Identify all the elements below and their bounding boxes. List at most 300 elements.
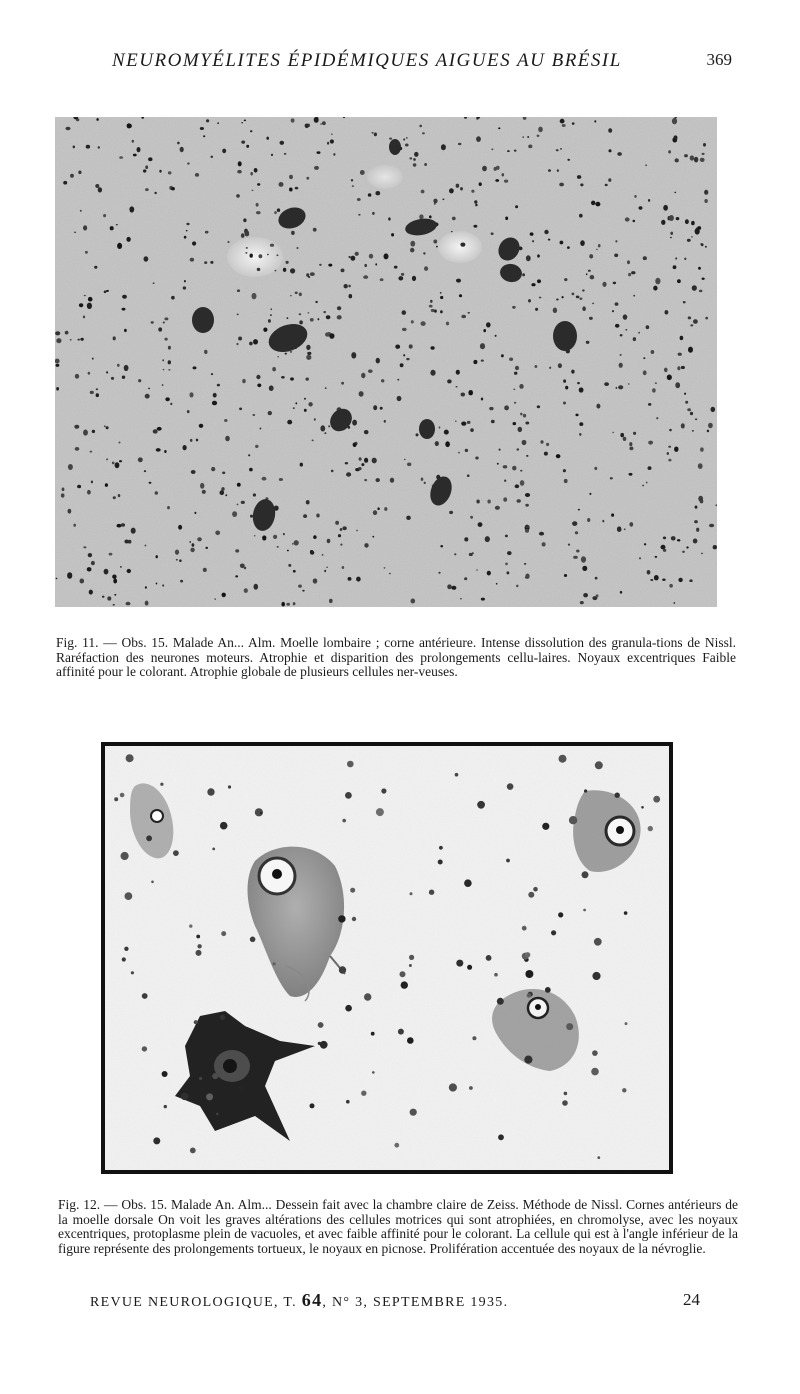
stain-dot — [80, 210, 82, 212]
stain-dot — [259, 254, 263, 258]
stain-dot — [371, 132, 373, 134]
stain-dot — [241, 501, 245, 504]
stain-dot — [668, 446, 671, 448]
stain-dot — [634, 195, 636, 198]
stain-dot — [177, 142, 180, 145]
stain-dot — [145, 545, 147, 547]
stain-dot — [88, 297, 93, 302]
stain-dot — [353, 443, 357, 448]
stain-dot — [693, 319, 698, 324]
glia-nucleus — [545, 987, 551, 993]
stain-dot — [461, 315, 466, 319]
stain-dot — [629, 473, 633, 476]
stain-dot — [680, 336, 684, 340]
stain-dot — [287, 317, 289, 319]
stain-dot — [106, 458, 108, 460]
glia-nucleus — [318, 1022, 324, 1028]
stain-dot — [460, 187, 463, 190]
stain-dot — [111, 377, 114, 380]
stain-dot — [313, 228, 317, 232]
stain-dot — [168, 360, 171, 364]
stain-dot — [145, 586, 147, 588]
stain-dot — [294, 540, 299, 545]
stain-dot — [270, 244, 274, 247]
glia-nucleus — [381, 788, 386, 793]
stain-dot — [341, 269, 345, 273]
glia-nucleus — [494, 973, 498, 977]
glia-nucleus — [595, 761, 603, 769]
stain-dot — [458, 143, 461, 145]
stain-dot — [55, 359, 60, 364]
stain-dot — [629, 442, 632, 446]
stain-dot — [83, 316, 85, 319]
stain-dot — [314, 166, 319, 170]
stain-dot — [304, 409, 307, 412]
stain-dot — [655, 382, 657, 384]
stain-dot — [119, 156, 123, 159]
stain-dot — [280, 141, 285, 145]
stain-dot — [90, 451, 93, 453]
stain-dot — [497, 463, 499, 465]
stain-dot — [694, 520, 698, 523]
stain-dot — [625, 217, 630, 221]
stain-dot — [220, 490, 225, 495]
stain-dot — [75, 447, 80, 451]
stain-dot — [495, 335, 497, 337]
stain-dot — [685, 401, 688, 404]
stain-dot — [206, 119, 209, 122]
issue-date: , N° 3, SEPTEMBRE 1935. — [322, 1295, 509, 1310]
stain-dot — [333, 153, 335, 155]
stain-dot — [131, 528, 136, 534]
glia-nucleus — [583, 909, 586, 912]
stain-dot — [575, 414, 578, 417]
stain-dot — [380, 407, 383, 410]
stain-dot — [705, 246, 707, 248]
stain-dot — [573, 556, 578, 559]
stain-dot — [522, 273, 525, 276]
stain-dot — [183, 286, 186, 289]
glia-nucleus — [372, 1071, 375, 1074]
stain-dot — [698, 463, 703, 469]
stain-dot — [143, 169, 146, 172]
stain-dot — [440, 292, 442, 294]
stain-dot — [319, 264, 322, 266]
glia-nucleus — [438, 860, 443, 865]
stain-dot — [272, 367, 276, 371]
stain-dot — [473, 360, 477, 364]
stain-dot — [276, 254, 278, 256]
stain-dot — [532, 240, 534, 242]
glia-nucleus — [207, 788, 214, 795]
stain-dot — [241, 233, 245, 238]
neuron-nucleus — [553, 321, 577, 351]
stain-dot — [704, 199, 707, 203]
stain-dot — [176, 559, 178, 561]
stain-dot — [384, 507, 387, 511]
stain-dot — [92, 358, 94, 360]
stain-dot — [56, 387, 59, 391]
stain-dot — [119, 442, 121, 444]
glia-nucleus — [506, 859, 510, 863]
glia-nucleus — [125, 892, 133, 900]
stain-dot — [449, 188, 454, 193]
stain-dot — [481, 398, 483, 401]
stain-dot — [677, 279, 681, 283]
stain-dot — [483, 329, 486, 332]
glia-nucleus — [562, 1100, 568, 1106]
stain-dot — [70, 339, 72, 341]
stain-dot — [646, 325, 650, 329]
stain-dot — [542, 542, 546, 546]
stain-dot — [430, 370, 435, 376]
stain-dot — [193, 366, 197, 369]
stain-dot — [322, 554, 324, 556]
stain-dot — [73, 524, 76, 527]
glia-nucleus — [228, 785, 231, 788]
stain-dot — [364, 543, 368, 548]
stain-dot — [693, 539, 698, 544]
stain-dot — [257, 268, 261, 271]
stain-dot — [122, 295, 127, 299]
stain-dot — [158, 327, 162, 331]
glia-nucleus — [542, 823, 549, 830]
glia-nucleus — [449, 1083, 457, 1091]
stain-dot — [318, 318, 320, 320]
stain-dot — [687, 408, 691, 411]
stain-dot — [156, 448, 161, 452]
stain-dot — [424, 163, 427, 166]
stain-dot — [190, 439, 193, 442]
stain-dot — [351, 179, 353, 181]
glia-nucleus — [361, 1091, 366, 1096]
stain-dot — [643, 370, 647, 375]
stain-dot — [340, 528, 343, 531]
glia-nucleus — [151, 881, 154, 884]
stain-dot — [359, 457, 362, 461]
stain-dot — [513, 422, 517, 425]
stain-dot — [696, 528, 699, 532]
stain-dot — [104, 426, 106, 427]
stain-dot — [429, 215, 432, 218]
stain-dot — [652, 388, 656, 392]
stain-dot — [329, 599, 333, 603]
stain-dot — [364, 430, 369, 434]
stain-dot — [421, 321, 426, 326]
stain-dot — [277, 208, 280, 212]
stain-dot — [92, 430, 95, 433]
stain-dot — [517, 499, 521, 502]
stain-dot — [117, 524, 122, 528]
stain-dot — [582, 306, 586, 311]
stain-dot — [346, 472, 351, 476]
stain-dot — [83, 430, 88, 436]
stain-dot — [299, 313, 301, 315]
stain-dot — [402, 310, 407, 315]
glia-nucleus — [467, 965, 472, 970]
neuron-nucleus — [419, 419, 435, 439]
stain-dot — [422, 132, 425, 134]
page-number: 369 — [706, 50, 732, 69]
stain-dot — [325, 387, 327, 389]
stain-dot — [356, 577, 361, 582]
stain-dot — [413, 158, 416, 161]
stain-dot — [159, 170, 161, 173]
stain-dot — [614, 254, 618, 258]
stain-dot — [186, 230, 188, 231]
stain-dot — [249, 342, 253, 346]
glia-nucleus — [221, 931, 226, 936]
stain-dot — [539, 297, 542, 299]
stain-dot — [456, 386, 458, 387]
stain-dot — [629, 447, 633, 451]
stain-dot — [98, 146, 100, 148]
stain-dot — [260, 428, 262, 430]
stain-dot — [595, 202, 600, 207]
stain-dot — [148, 157, 152, 161]
stain-dot — [358, 467, 362, 470]
stain-dot — [74, 425, 79, 429]
stain-dot — [459, 294, 462, 297]
stain-dot — [237, 504, 239, 506]
glia-nucleus — [653, 796, 660, 803]
stain-dot — [119, 460, 122, 462]
stain-dot — [254, 584, 259, 590]
stain-dot — [115, 462, 120, 468]
glia-nucleus — [162, 1071, 168, 1077]
stain-dot — [633, 295, 635, 297]
stain-dot — [474, 200, 477, 204]
stain-dot — [648, 466, 652, 470]
stain-dot — [372, 458, 377, 464]
stain-dot — [189, 541, 191, 543]
stain-dot — [342, 526, 346, 530]
glia-nucleus — [273, 962, 276, 965]
stain-dot — [650, 579, 653, 581]
glia-nucleus — [641, 806, 644, 809]
stain-dot — [286, 261, 289, 264]
glia-nucleus — [345, 1005, 352, 1012]
stain-dot — [197, 537, 202, 541]
stain-dot — [184, 280, 186, 282]
stain-dot — [326, 315, 331, 319]
stain-dot — [445, 441, 450, 447]
glia-nucleus — [212, 848, 215, 851]
stain-dot — [504, 180, 508, 183]
stain-dot — [528, 299, 531, 302]
stain-dot — [133, 154, 137, 157]
stain-dot — [700, 243, 702, 245]
stain-dot — [419, 125, 422, 128]
stain-dot — [681, 366, 685, 369]
stain-dot — [295, 187, 299, 190]
stain-dot — [327, 142, 329, 145]
stain-dot — [579, 433, 581, 436]
stain-dot — [670, 237, 672, 239]
stain-dot — [424, 482, 426, 484]
stain-dot — [464, 537, 468, 541]
volume-number: 64 — [301, 1290, 323, 1310]
stain-dot — [266, 137, 269, 140]
glia-nucleus — [250, 937, 256, 943]
stain-dot — [187, 162, 189, 164]
stain-dot — [254, 168, 258, 173]
stain-dot — [624, 528, 626, 530]
stain-dot — [410, 248, 414, 253]
stain-dot — [168, 346, 171, 350]
stain-dot — [703, 143, 706, 147]
stain-dot — [661, 220, 665, 225]
stain-dot — [610, 477, 613, 479]
stain-dot — [126, 237, 130, 242]
stain-dot — [499, 449, 501, 451]
stain-dot — [157, 427, 162, 431]
journal-name: REVUE NEUROLOGIQUE, T. — [90, 1295, 297, 1310]
stain-dot — [104, 569, 109, 575]
glia-nucleus — [394, 1143, 399, 1148]
stain-dot — [348, 285, 350, 288]
stain-dot — [242, 379, 245, 383]
stain-dot — [539, 532, 544, 536]
stain-dot — [388, 217, 390, 220]
stain-dot — [604, 382, 609, 386]
glia-nucleus — [410, 1109, 417, 1116]
stain-dot — [456, 279, 461, 283]
stain-dot — [429, 305, 433, 308]
stain-dot — [515, 484, 520, 488]
stain-dot — [435, 441, 439, 446]
stain-dot — [363, 275, 368, 279]
stain-dot — [314, 117, 319, 123]
stain-dot — [214, 598, 216, 600]
stain-dot — [638, 332, 640, 334]
stain-dot — [351, 352, 356, 358]
stain-dot — [653, 286, 657, 291]
stain-dot — [467, 421, 471, 424]
stain-dot — [438, 572, 440, 574]
stain-dot — [63, 181, 67, 185]
stain-dot — [524, 563, 526, 565]
stain-dot — [224, 419, 227, 422]
stain-dot — [137, 147, 141, 152]
stain-dot — [544, 230, 548, 234]
stain-dot — [468, 390, 473, 395]
stain-dot — [433, 240, 437, 244]
stain-dot — [236, 194, 240, 198]
stain-dot — [253, 339, 258, 344]
stain-dot — [212, 401, 217, 406]
stain-dot — [277, 356, 279, 357]
stain-dot — [256, 203, 259, 207]
stain-dot — [246, 145, 249, 148]
stain-dot — [476, 569, 478, 570]
stain-dot — [327, 539, 331, 543]
stain-dot — [605, 184, 608, 186]
stain-dot — [473, 225, 477, 228]
stain-dot — [368, 193, 372, 197]
stain-dot — [360, 170, 365, 175]
glia-nucleus — [346, 1100, 350, 1104]
stain-dot — [306, 177, 309, 180]
stain-dot — [620, 591, 622, 594]
stain-dot — [237, 314, 239, 316]
glia-nucleus — [559, 755, 567, 763]
stain-dot — [447, 379, 452, 383]
stain-dot — [189, 392, 193, 397]
stain-dot — [591, 201, 595, 206]
stain-dot — [180, 580, 183, 583]
stain-dot — [55, 331, 60, 335]
stain-dot — [240, 564, 245, 569]
stain-dot — [213, 393, 217, 398]
stain-dot — [625, 329, 627, 331]
stain-dot — [440, 545, 443, 547]
stain-dot — [678, 578, 682, 582]
stain-dot — [326, 567, 328, 568]
stain-dot — [151, 321, 154, 324]
stain-dot — [694, 157, 698, 163]
stain-dot — [564, 574, 567, 577]
stain-dot — [368, 369, 373, 373]
stain-dot — [283, 533, 285, 535]
stain-dot — [567, 159, 570, 161]
stain-dot — [308, 402, 312, 406]
stain-dot — [478, 522, 483, 527]
stain-dot — [256, 211, 261, 214]
glia-nucleus — [376, 808, 384, 816]
stain-dot — [464, 577, 467, 580]
stain-dot — [355, 252, 359, 256]
glia-nucleus — [212, 1073, 218, 1079]
stain-dot — [104, 291, 107, 294]
stain-dot — [402, 328, 407, 331]
stain-dot — [340, 544, 342, 546]
stain-dot — [620, 354, 622, 356]
stain-dot — [310, 272, 315, 276]
stain-dot — [307, 352, 311, 355]
glia-nucleus — [239, 1085, 244, 1090]
stain-dot — [675, 257, 677, 259]
stain-dot — [250, 254, 253, 258]
stain-dot — [270, 314, 272, 316]
stain-dot — [75, 374, 79, 379]
glia-nucleus — [498, 1134, 504, 1140]
stain-dot — [292, 543, 294, 544]
stain-dot — [217, 122, 219, 124]
stain-dot — [592, 303, 594, 305]
stain-dot — [509, 358, 513, 361]
stain-dot — [308, 312, 310, 313]
glia-nucleus — [197, 944, 201, 948]
stain-dot — [361, 463, 364, 466]
stain-dot — [241, 122, 243, 123]
stain-dot — [344, 284, 348, 288]
stain-dot — [351, 256, 356, 261]
stain-dot — [283, 268, 286, 272]
stain-dot — [674, 135, 678, 139]
stain-dot — [314, 418, 316, 420]
stain-dot — [535, 365, 538, 368]
stain-dot — [419, 214, 423, 219]
glia-nucleus — [551, 930, 556, 935]
stain-dot — [558, 363, 562, 368]
stain-dot — [222, 472, 225, 475]
glia-nucleus — [591, 1068, 599, 1076]
stain-dot — [291, 118, 295, 122]
stain-dot — [94, 266, 97, 269]
stain-dot — [113, 496, 116, 499]
stain-dot — [168, 369, 170, 371]
